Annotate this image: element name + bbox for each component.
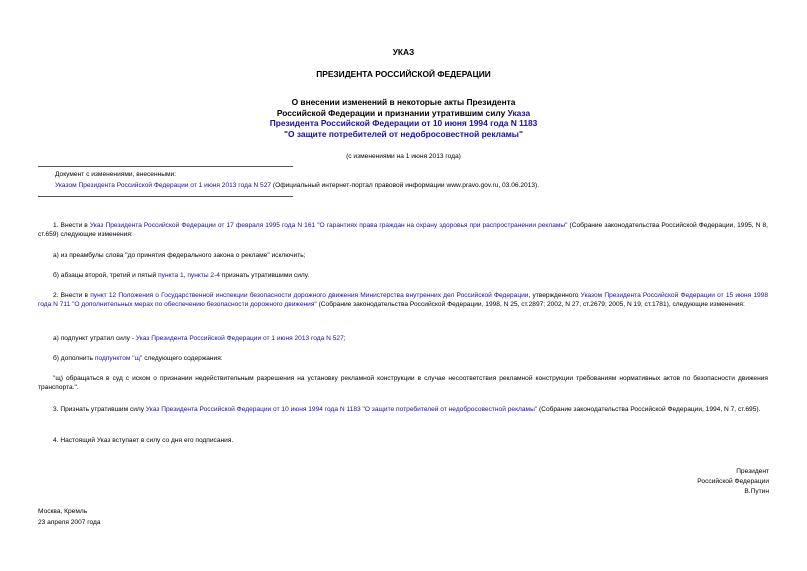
paragraph-1-text: 1. Внести в (53, 222, 90, 229)
document-type-title: УКАЗ (392, 47, 415, 57)
paragraph-1 (38, 221, 768, 239)
signature-block (697, 467, 769, 498)
paragraph-2 (38, 291, 768, 309)
signing-place: Москва, Кремль (38, 508, 88, 515)
signing-date: 23 апреля 2007 года (38, 518, 101, 526)
heading-line-1: О внесении изменений в некоторые акты Президента (291, 97, 516, 107)
paragraph-1-tail: (Собрание законодательства Российской Федерации, 1995, N 8, ст.659) следующие изменения: (38, 222, 768, 239)
signature-country: Российской Федерации (697, 478, 769, 486)
paragraph-1b-sep: , (183, 272, 188, 279)
document-heading (0, 97, 807, 139)
paragraph-2a (38, 334, 768, 343)
changes-reference-source: (Официальный интернет-портал правовой информации www.pravo.gov.ru, 03.06.2013). (271, 182, 540, 189)
paragraph-1b (38, 271, 768, 280)
issuer-title: ПРЕЗИДЕНТА РОССИЙСКОЙ ФЕДЕРАЦИИ (316, 69, 491, 79)
punkty-2-4-link[interactable]: пункты 2-4 (187, 272, 220, 279)
changes-label: Документ с изменениями, внесенными: (55, 171, 177, 178)
ukaz-711-link[interactable]: Указом Президента Российской Федерации от 15 июня 1998 года N 711 "О дополнительных мерах по обеспечению безопасности дорожного движения" (38, 292, 768, 309)
place-date-block (38, 507, 101, 528)
paragraph-4 (38, 436, 768, 445)
heading-line-2-text: Российской Федерации и признании утратившим силу (276, 107, 506, 118)
ukaz-1183-link[interactable]: Указ Президента Российской Федерации от 10 июня 1994 года N 1183 "О защите потребителей от недобросовестной рекламы" (145, 406, 538, 413)
punkt-12-link[interactable]: пункт 12 Положения о Государственной инспекции безопасности дорожного движения Министерства внутренних дел Российской Федерации (90, 292, 529, 299)
paragraph-3-tail: (Собрание законодательства Российской Федерации, 1994, N 7, ст.695). (537, 406, 761, 413)
paragraph-1b-text: б) абзацы второй, третий и пятый (53, 272, 159, 279)
punkt-1-link[interactable]: пункта 1 (158, 272, 184, 279)
heading-ukaz-link[interactable]: Указа (507, 107, 531, 118)
paragraph-2a-tail: ; (343, 335, 346, 342)
podpunkt-shch-link[interactable]: подпунктом "щ" (94, 355, 143, 362)
heading-line-2 (0, 108, 807, 119)
amendment-note: (с изменениями на 1 июня 2013 года) (346, 153, 461, 160)
heading-ukaz-link-line-3[interactable]: Президента Российской Федерации от 10 июня 1994 года N 1183 (269, 118, 538, 129)
paragraph-2b (38, 354, 768, 363)
signature-title: Президент (736, 468, 769, 475)
paragraph-2-mid: , утвержденного (528, 292, 581, 299)
signature-name: В.Путин (744, 488, 769, 496)
paragraph-3 (38, 405, 768, 414)
heading-ukaz-link-line-4[interactable]: "О защите потребителей от недобросовестной рекламы" (284, 128, 523, 139)
paragraph-2b-text: б) дополнить (53, 355, 95, 362)
paragraph-1b-tail: признать утратившими силу. (219, 272, 310, 279)
paragraph-2-text: 2. Внести в (53, 292, 91, 299)
paragraph-2-tail: (Собрание законодательства Российской Федерации, 1998, N 25, ст.2897; 2002, N 27, ст.2679; 2005, N 19, ст.1781), следующие изменения: (316, 301, 745, 309)
paragraph-2-quote-text: "щ) обращаться в суд с иском о признании недействительным разрешения на установку рекламной конструкции в случае несоответствия рекламной конструкции требованиям нормативных актов по безопасности движения транспорта.". (38, 375, 768, 392)
paragraph-2b-tail: следующего содержания: (142, 355, 223, 362)
top-divider (38, 166, 293, 167)
paragraph-3-text: 3. Признать утратившим силу (53, 406, 146, 413)
paragraph-2-quote (38, 374, 768, 392)
paragraph-2a-text: а) подпункт утратил силу - (53, 335, 136, 342)
ukaz-161-link[interactable]: Указ Президента Российской Федерации от 17 февраля 1995 года N 161 "О гарантиях права граждан на охрану здоровья при распространении рекламы" (89, 222, 568, 229)
paragraph-1a-text: а) из преамбулы слова "до принятия федерального закона о рекламе" исключить; (53, 252, 306, 259)
changes-ukaz-link[interactable]: Указом Президента Российской Федерации от 1 июня 2013 года N 527 (55, 182, 272, 189)
bottom-divider (38, 196, 293, 197)
paragraph-1a (38, 251, 768, 260)
changes-reference (55, 182, 539, 189)
ukaz-527-link[interactable]: Указ Президента Российской Федерации от 1 июня 2013 года N 527 (135, 335, 344, 342)
paragraph-4-text: 4. Настоящий Указ вступает в силу со дня его подписания. (53, 437, 234, 444)
